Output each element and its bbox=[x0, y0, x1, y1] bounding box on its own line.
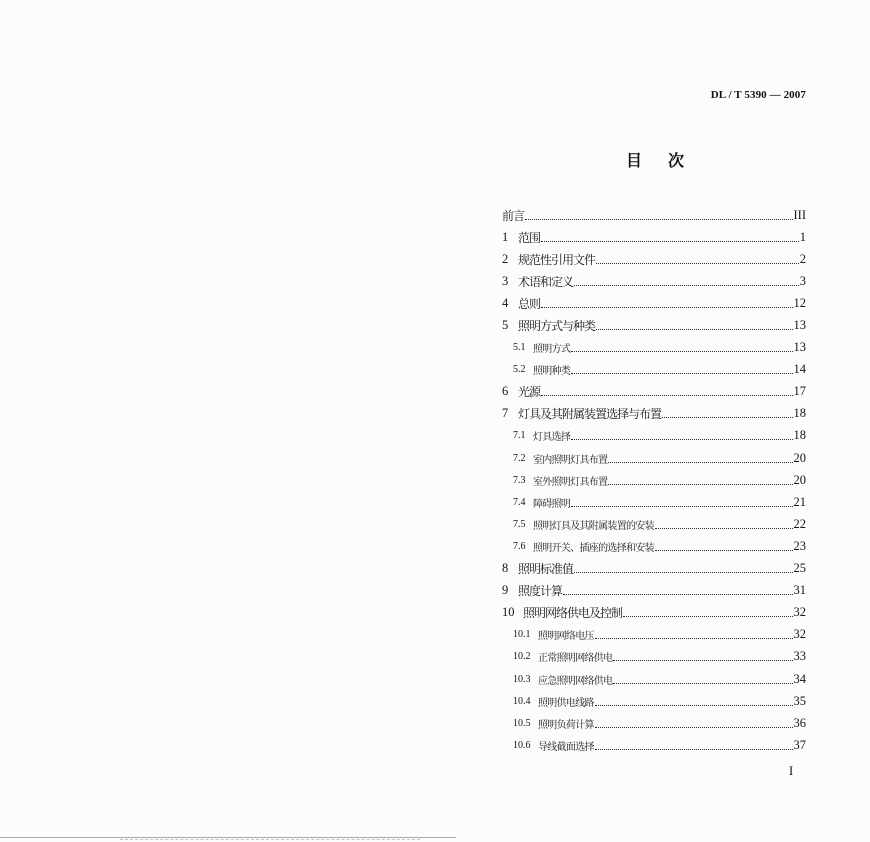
dot-leader bbox=[655, 550, 793, 551]
toc-subentry bbox=[502, 668, 806, 690]
toc-entry-number: 8 bbox=[502, 561, 509, 576]
toc-entry bbox=[502, 314, 806, 336]
dot-leader bbox=[571, 506, 792, 507]
dot-leader bbox=[541, 395, 792, 396]
toc-entry-page: 22 bbox=[793, 516, 806, 531]
toc-entry-title: 总则 bbox=[518, 296, 541, 311]
toc-entry-title: 照明标准值 bbox=[518, 562, 574, 577]
toc-entry-page: 12 bbox=[793, 295, 806, 310]
toc-entry-page: 3 bbox=[799, 273, 806, 288]
page-title: 目 次 bbox=[626, 151, 690, 170]
toc-entry bbox=[502, 381, 806, 403]
toc-entry-number: 7.1 bbox=[513, 430, 526, 442]
dot-leader bbox=[596, 263, 799, 264]
toc-entry-number: 10.1 bbox=[513, 629, 531, 641]
toc-entry-title: 室内照明灯具布置 bbox=[533, 454, 608, 466]
toc-entry-page: 34 bbox=[793, 671, 806, 686]
toc-entry-number: 7.3 bbox=[513, 474, 526, 486]
dot-leader bbox=[655, 528, 793, 529]
toc-entry-number: 10.4 bbox=[513, 695, 531, 707]
toc-entry-number: 10.2 bbox=[513, 651, 531, 663]
dot-leader bbox=[525, 219, 792, 220]
toc-subentry bbox=[502, 469, 806, 491]
toc-entry-number: 7.5 bbox=[513, 518, 526, 530]
toc-entry-number: 9 bbox=[502, 583, 509, 598]
toc-subentry bbox=[502, 337, 806, 359]
toc-entry bbox=[502, 248, 806, 270]
toc-entry bbox=[502, 580, 806, 602]
toc-entry-page: 20 bbox=[793, 472, 806, 487]
dot-leader bbox=[571, 351, 792, 352]
toc-entry bbox=[502, 270, 806, 292]
toc-entry-page: 2 bbox=[799, 251, 806, 266]
toc-entry-number: 7.6 bbox=[513, 540, 526, 552]
dot-leader bbox=[571, 373, 792, 374]
toc-entry-title: 导线截面选择 bbox=[538, 741, 594, 753]
toc-entry-page: 32 bbox=[793, 605, 806, 620]
toc-entry-title: 照明供电线路 bbox=[538, 697, 594, 709]
dot-leader bbox=[541, 241, 799, 242]
scan-edge-line bbox=[120, 839, 420, 840]
toc-entry-title: 室外照明灯具布置 bbox=[533, 476, 608, 488]
dot-leader bbox=[595, 705, 793, 706]
dot-leader bbox=[595, 749, 793, 750]
toc-subentry bbox=[502, 359, 806, 381]
toc-entry-title: 范围 bbox=[518, 230, 541, 245]
toc-entry-title: 应急照明网络供电 bbox=[538, 675, 613, 687]
dot-leader bbox=[595, 727, 793, 728]
toc-entry-title: 照明开关、插座的选择和安装 bbox=[533, 542, 654, 554]
dot-leader bbox=[595, 638, 793, 639]
toc-entry-number: 4 bbox=[502, 295, 509, 310]
dot-leader bbox=[574, 285, 799, 286]
toc-entry-page: 17 bbox=[793, 384, 806, 399]
toc-entry-page: 21 bbox=[793, 494, 806, 509]
toc-entry-page: 18 bbox=[793, 428, 806, 443]
toc-entry bbox=[502, 226, 806, 248]
dot-leader bbox=[596, 329, 792, 330]
toc-entry-page: 18 bbox=[793, 406, 806, 421]
toc-entry-title: 前言 bbox=[502, 208, 525, 223]
toc-entry-title: 照度计算 bbox=[518, 584, 563, 599]
toc-entry-page: 33 bbox=[793, 649, 806, 664]
toc-entry-number: 3 bbox=[502, 273, 509, 288]
toc-entry-number: 1 bbox=[502, 229, 509, 244]
toc-subentry bbox=[502, 491, 806, 513]
toc-entry bbox=[502, 558, 806, 580]
toc-entry-title: 照明负荷计算 bbox=[538, 719, 594, 731]
dot-leader bbox=[608, 484, 792, 485]
toc-entry-page: 37 bbox=[793, 737, 806, 752]
toc-entry-page: 1 bbox=[799, 229, 806, 244]
toc-entry-title: 正常照明网络供电 bbox=[538, 653, 613, 665]
dot-leader bbox=[574, 572, 792, 573]
toc-subentry bbox=[502, 535, 806, 557]
dot-leader bbox=[662, 417, 792, 418]
dot-leader bbox=[608, 462, 792, 463]
toc-entry-title: 照明方式 bbox=[533, 344, 571, 356]
toc-entry-title: 光源 bbox=[518, 385, 541, 400]
toc-entry bbox=[502, 292, 806, 314]
toc-entry-title: 照明种类 bbox=[533, 366, 571, 378]
toc-entry-page: 36 bbox=[793, 715, 806, 730]
toc-entry bbox=[502, 204, 806, 226]
toc-entry-page: 14 bbox=[793, 362, 806, 377]
toc-entry bbox=[502, 602, 806, 624]
toc-entry-title: 障碍照明 bbox=[533, 498, 571, 510]
toc-subentry bbox=[502, 734, 806, 756]
toc-subentry bbox=[502, 513, 806, 535]
toc-entry-number: 10 bbox=[502, 605, 515, 620]
toc-entry-title: 照明灯具及其附属装置的安装 bbox=[533, 520, 654, 532]
toc-entry bbox=[502, 403, 806, 425]
toc-entry-number: 10.3 bbox=[513, 673, 531, 685]
toc-entry-number: 5 bbox=[502, 318, 509, 333]
toc-subentry bbox=[502, 624, 806, 646]
toc-entry-page: 20 bbox=[793, 450, 806, 465]
toc-entry-number: 10.5 bbox=[513, 717, 531, 729]
toc-subentry bbox=[502, 646, 806, 668]
toc-entry-page: III bbox=[793, 207, 806, 222]
dot-leader bbox=[571, 439, 792, 440]
toc-entry-number: 6 bbox=[502, 384, 509, 399]
toc-entry-page: 13 bbox=[793, 340, 806, 355]
toc-entry-page: 31 bbox=[793, 583, 806, 598]
toc-entry-number: 2 bbox=[502, 251, 509, 266]
dot-leader bbox=[541, 307, 792, 308]
toc-entry-number: 5.2 bbox=[513, 364, 526, 376]
document-code: DL / T 5390 — 2007 bbox=[710, 89, 806, 101]
toc-entry-title: 照明网络电压 bbox=[538, 631, 594, 643]
toc-subentry bbox=[502, 690, 806, 712]
toc-entry-title: 照明方式与种类 bbox=[518, 319, 596, 334]
toc-subentry bbox=[502, 712, 806, 734]
toc-entry-number: 7 bbox=[502, 406, 509, 421]
toc-entry-title: 规范性引用文件 bbox=[518, 252, 596, 267]
dot-leader bbox=[613, 683, 792, 684]
toc-entry-page: 32 bbox=[793, 627, 806, 642]
toc-entry-title: 灯具选择 bbox=[533, 432, 571, 444]
toc-entry-number: 7.2 bbox=[513, 452, 526, 464]
toc-entry-page: 25 bbox=[793, 561, 806, 576]
dot-leader bbox=[563, 594, 792, 595]
toc-entry-title: 术语和定义 bbox=[518, 274, 574, 289]
toc-subentry bbox=[502, 425, 806, 447]
toc-entry-title: 灯具及其附属装置选择与布置 bbox=[518, 407, 662, 422]
toc-entry-number: 7.4 bbox=[513, 496, 526, 508]
toc-entry-page: 35 bbox=[793, 693, 806, 708]
scan-edge-line bbox=[0, 837, 456, 838]
page-number: I bbox=[789, 764, 794, 778]
toc-entry-page: 23 bbox=[793, 538, 806, 553]
dot-leader bbox=[623, 616, 792, 617]
toc-entry-title: 照明网络供电及控制 bbox=[523, 606, 623, 621]
table-of-contents bbox=[502, 204, 806, 756]
toc-entry-page: 13 bbox=[793, 318, 806, 333]
toc-entry-number: 10.6 bbox=[513, 739, 531, 751]
toc-subentry bbox=[502, 447, 806, 469]
dot-leader bbox=[613, 660, 792, 661]
toc-entry-number: 5.1 bbox=[513, 342, 526, 354]
